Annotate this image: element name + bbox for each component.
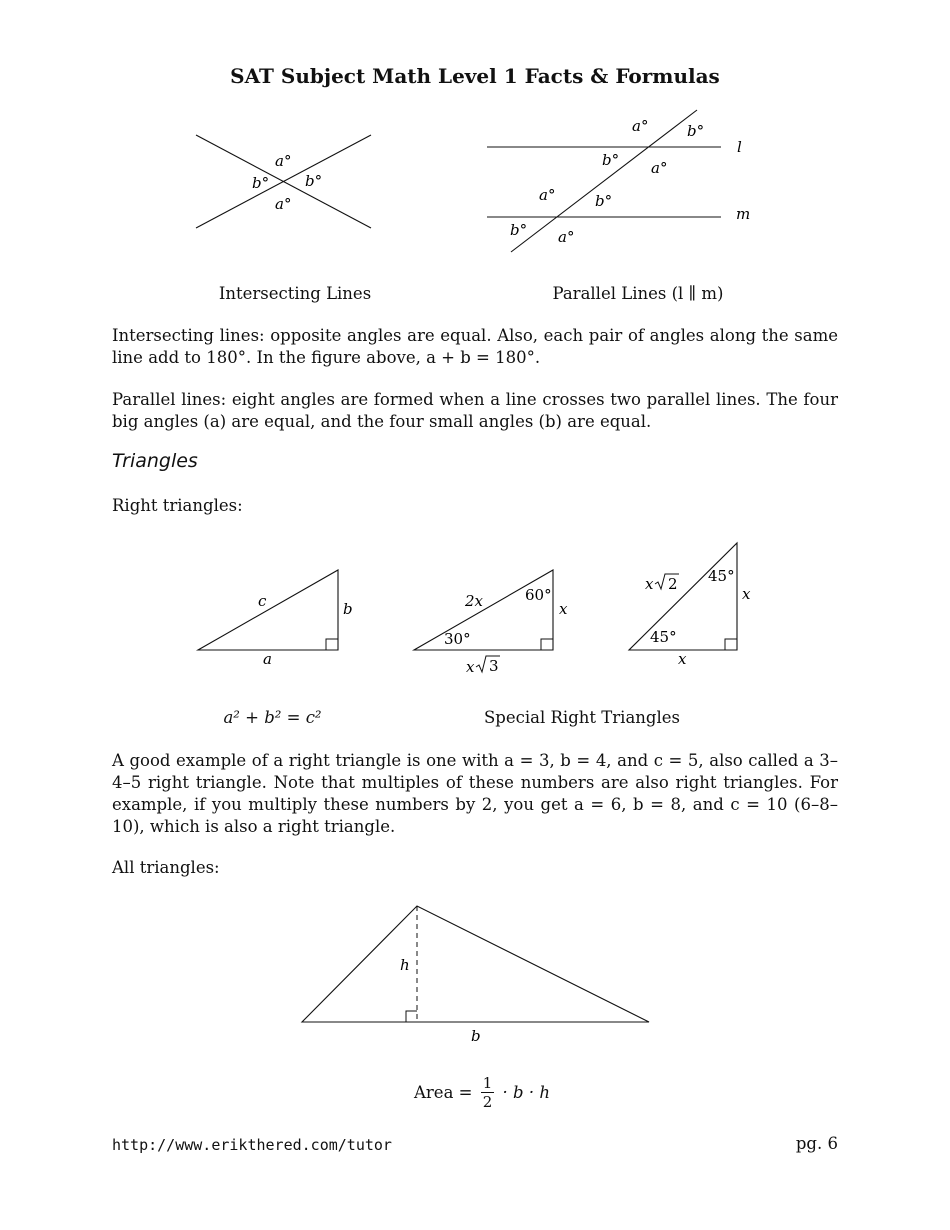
- section-heading: Triangles: [112, 450, 198, 472]
- generic-base-label: a: [263, 650, 272, 668]
- right-triangles-label: Right triangles:: [112, 496, 243, 515]
- example-text: A good example of a right triangle is one with a = 3, b = 4, and c = 5, also called a 3–4–5 right triangle. Note that multiples of these numbers are also right triangles. For example, if you multiply these numbers by 2, you get a = 6, b = 8, and c = 10 (6–8–10), which is also a right triangle.: [112, 751, 838, 836]
- int-angle-b-left: b°: [252, 174, 270, 192]
- fraction-denominator: 2: [482, 1093, 493, 1111]
- special-right-triangles-caption: Special Right Triangles: [484, 708, 680, 727]
- t30-base-root: 3: [489, 657, 499, 675]
- fraction-one-half: [481, 1074, 495, 1111]
- footer-url-link[interactable]: http://www.erikthered.com/tutor: [112, 1136, 392, 1154]
- t30-side-label: x: [559, 600, 568, 618]
- parallel-lines-text: Parallel lines: eight angles are formed when a line crosses two parallel lines. The four big angles (a) are equal, and the four small angles (b) are equal.: [112, 390, 838, 431]
- base-label: b: [471, 1027, 481, 1045]
- par-angle-a-4: a°: [558, 228, 575, 246]
- generic-side-label: b: [343, 600, 353, 618]
- t30-hyp-label: 2x: [465, 592, 484, 610]
- page-title: SAT Subject Math Level 1 Facts & Formulas: [230, 64, 720, 88]
- pythagorean-formula: a² + b² = c²: [223, 708, 322, 727]
- par-angle-b-1: b°: [687, 122, 705, 140]
- t30-base-x: x: [466, 658, 475, 676]
- t45-hyp-x: x: [645, 575, 654, 593]
- t45-angle-bottom: 45°: [650, 628, 677, 646]
- par-angle-b-2: b°: [602, 151, 620, 169]
- area-formula: [414, 1074, 550, 1111]
- fraction-numerator: 1: [482, 1074, 493, 1092]
- area-prefix: Area =: [414, 1083, 473, 1102]
- area-suffix: · b · h: [502, 1083, 550, 1102]
- height-label: h: [400, 956, 410, 974]
- par-angle-b-3: b°: [595, 192, 613, 210]
- t30-angle-30: 30°: [444, 630, 471, 648]
- t30-angle-60: 60°: [525, 586, 552, 604]
- label-l: l: [737, 138, 742, 156]
- par-angle-a-3: a°: [539, 186, 556, 204]
- int-angle-b-right: b°: [305, 172, 323, 190]
- par-angle-a-1: a°: [632, 117, 649, 135]
- t45-hyp-root: 2: [668, 575, 678, 593]
- intersecting-lines-text: Intersecting lines: opposite angles are equal. Also, each pair of angles along the same line add to 180°. In the figure above, a + b = 180°.: [112, 326, 838, 367]
- label-m: m: [736, 205, 751, 223]
- int-angle-a-bottom: a°: [275, 195, 292, 213]
- t45-base-label: x: [678, 650, 687, 668]
- t45-angle-top: 45°: [708, 567, 735, 585]
- par-angle-a-2: a°: [651, 159, 668, 177]
- int-angle-a-top: a°: [275, 152, 292, 170]
- caption-intersecting-lines: Intersecting Lines: [218, 284, 372, 303]
- par-angle-b-4: b°: [510, 221, 528, 239]
- all-triangles-label: All triangles:: [112, 858, 220, 877]
- t45-side-label: x: [742, 585, 751, 603]
- general-triangle: [302, 906, 649, 1022]
- page-number: pg. 6: [795, 1134, 838, 1153]
- right-angle-mark-4: [406, 1011, 417, 1022]
- caption-parallel-lines: Parallel Lines (l ∥ m): [552, 284, 724, 303]
- generic-hyp-label: c: [258, 592, 267, 610]
